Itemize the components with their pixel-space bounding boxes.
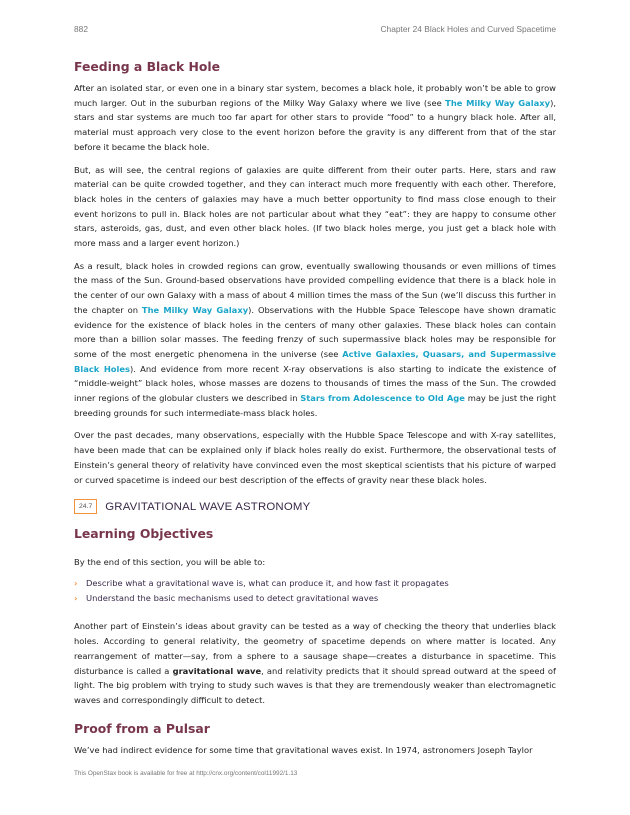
feeding-paragraph-3: As a result, black holes in crowded regions can grow, eventually swallowing thousands or even millions of times the mass of the Sun. Ground-based observations have provided compelling evidence that there is a black hole in the center of our own Galaxy with a mass of about 4 million times the mass of the Sun (we’ll discuss this further in the chapter on The Milky Way Galaxy). Observations with the Hubble Space Telescope have shown dramatic evidence for the existence of black holes in the centers of many other galaxies. These black holes can contain more than a billion solar masses. The feeding frenzy of such supermassive black holes may be responsible for some of the most energetic phenomena in the universe (see Active Galaxies, Quasars, and Supermassive Black Holes). And evidence from more recent X-ray observations is also starting to indicate the existence of “middle-weight” black holes, whose masses are dozens to thousands of times the mass of the Sun. The crowded inner regions of the globular clusters we described in Stars from Adolescence to Old Age may be just the right breeding grounds for such intermediate-mass black holes. (74, 260, 557, 418)
objective-item: › Describe what a gravitational wave is, what can produce it, and how fast it propagates (74, 576, 556, 591)
gravitational-wave-paragraph: Another part of Einstein’s ideas about gravity can be tested as a way of checking the theory that underlies black holes. According to general relativity, the geometry of spacetime depends on where matter is located. Any rearrangement of matter—say, from a sphere to a sausage shape—creates a disturbance in spacetime. This disturbance is called a gravitational wave, and relativity predicts that it should spread outward at the speed of light. The big problem with trying to study such waves is that they are tremendously weaker than electromagnetic waves and correspondingly difficult to detect. (74, 621, 556, 705)
page-content (74, 58, 556, 765)
pulsar-heading: Proof from a Pulsar (74, 720, 210, 736)
objectives-list (74, 576, 556, 605)
objectives-intro: By the end of this section, you will be able to: (74, 557, 266, 568)
term-gravitational-wave: gravitational wave (172, 665, 262, 676)
section-number-badge: 24.7 (74, 499, 97, 514)
chevron-right-icon: › (74, 592, 78, 603)
feeding-paragraph-4: Over the past decades, many observations, especially with the Hubble Space Telescope and with X-ray satellites, have been made that can be explained only if black holes really do exist. Furthermore, the observational tests of Einstein’s general theory of relativity have convinced even the most skeptical scientists that his picture of warped or curved spacetime is indeed our best description of the effects of gravity near these black holes. (74, 430, 556, 485)
link-active-galaxies[interactable]: Active Galaxies, Quasars, and Supermassive Black Holes (74, 348, 556, 374)
link-stars-adolescence[interactable]: Stars from Adolescence to Old Age (300, 393, 465, 404)
objective-item: › Understand the basic mechanisms used to detect gravitational waves (74, 591, 556, 606)
section-title: GRAVITATIONAL WAVE ASTRONOMY (105, 500, 311, 513)
feeding-paragraph-1: After an isolated star, or even one in a binary star system, becomes a black hole, it probably won’t be able to grow much larger. Out in the suburban regions of the Milky Way Galaxy where we live (see The Milky Way Galaxy), stars and star systems are much too far apart for other stars to provide “food” to a hungry black hole. After all, material must approach very close to the event horizon before the gravity is any different from that of the star before it became the black hole. (74, 83, 556, 152)
section-heading (74, 499, 556, 514)
link-milky-way-galaxy-2[interactable]: The Milky Way Galaxy (141, 304, 249, 315)
link-milky-way-galaxy[interactable]: The Milky Way Galaxy (445, 97, 551, 108)
page-number: 882 (74, 24, 88, 34)
pulsar-paragraph-1: We’ve had indirect evidence for some time that gravitational waves exist. In 1974, astronomers Joseph Taylor (74, 744, 533, 755)
feeding-paragraph-2: But, as will see, the central regions of galaxies are quite different from their outer parts. Here, stars and raw material can be quite crowded together, and they can interact much more frequently with each other. Therefore, black holes in the centers of galaxies may have a much better opportunity to find mass close enough to their event horizons to pull in. Black holes are not particular about what they “eat”: they are happy to consume other stars, asteroids, gas, dust, and even other black holes. (If two black holes merge, you just get a black hole with more mass and a larger event horizon.) (74, 164, 556, 249)
footer-note: This OpenStax book is available for free at http://cnx.org/content/col11992/1.13 (74, 770, 298, 777)
learning-objectives-heading: Learning Objectives (74, 526, 214, 542)
chapter-running-head: Chapter 24 Black Holes and Curved Spacetime (380, 24, 556, 34)
feeding-heading: Feeding a Black Hole (74, 59, 221, 74)
chevron-right-icon: › (74, 577, 78, 588)
